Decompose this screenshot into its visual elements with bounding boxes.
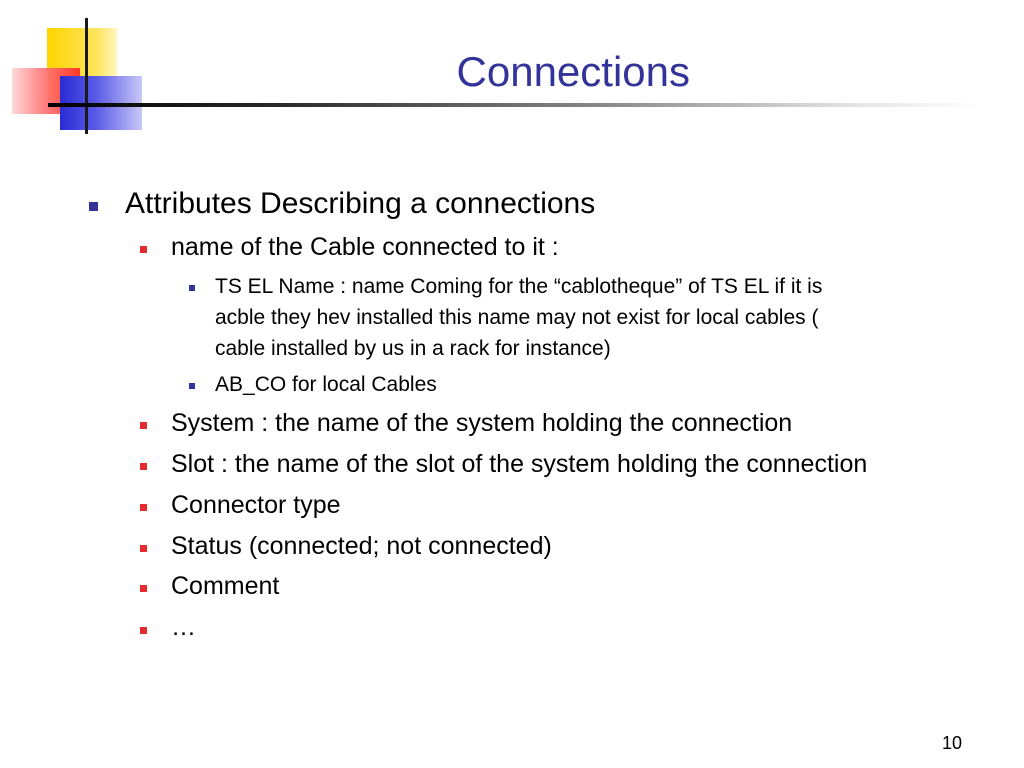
level1-bullet-icon <box>89 202 98 211</box>
bullet-status: Status (connected; not connected) <box>171 532 552 560</box>
logo-vertical-line <box>85 18 88 134</box>
bullet-ab-co: AB_CO for local Cables <box>215 373 437 396</box>
bullet-system: System : the name of the system holding the connection <box>171 409 793 437</box>
bullet-connector-type: Connector type <box>171 491 341 519</box>
level3-bullet-icon <box>189 383 195 389</box>
bullet-ts-el-name-line2: acble they hev installed this name may not exist for local cables ( <box>215 306 819 329</box>
bullet-name-of-cable: name of the Cable connected to it : <box>171 233 559 261</box>
level2-bullet-icon <box>140 463 147 470</box>
slide-title: Connections <box>456 48 690 95</box>
bullet-comment: Comment <box>171 572 280 600</box>
level3-bullet-icon <box>189 285 195 291</box>
bullet-slot: Slot : the name of the slot of the system holding the connection <box>171 450 868 478</box>
level2-bullet-icon <box>140 504 147 511</box>
title-underline <box>48 103 980 107</box>
level2-bullet-icon <box>140 422 147 429</box>
bullet-ellipsis: … <box>171 613 196 641</box>
level2-bullet-icon <box>140 585 147 592</box>
bullet-ts-el-name-line1: TS EL Name : name Coming for the “cablotheque” of TS EL if it is <box>215 275 823 298</box>
level2-bullet-icon <box>140 246 147 253</box>
bullet-attributes: Attributes Describing a connections <box>125 187 596 220</box>
level2-bullet-icon <box>140 627 147 634</box>
bullet-ts-el-name-line3: cable installed by us in a rack for instance) <box>215 337 611 360</box>
level2-bullet-icon <box>140 545 147 552</box>
page-number: 10 <box>941 733 962 753</box>
